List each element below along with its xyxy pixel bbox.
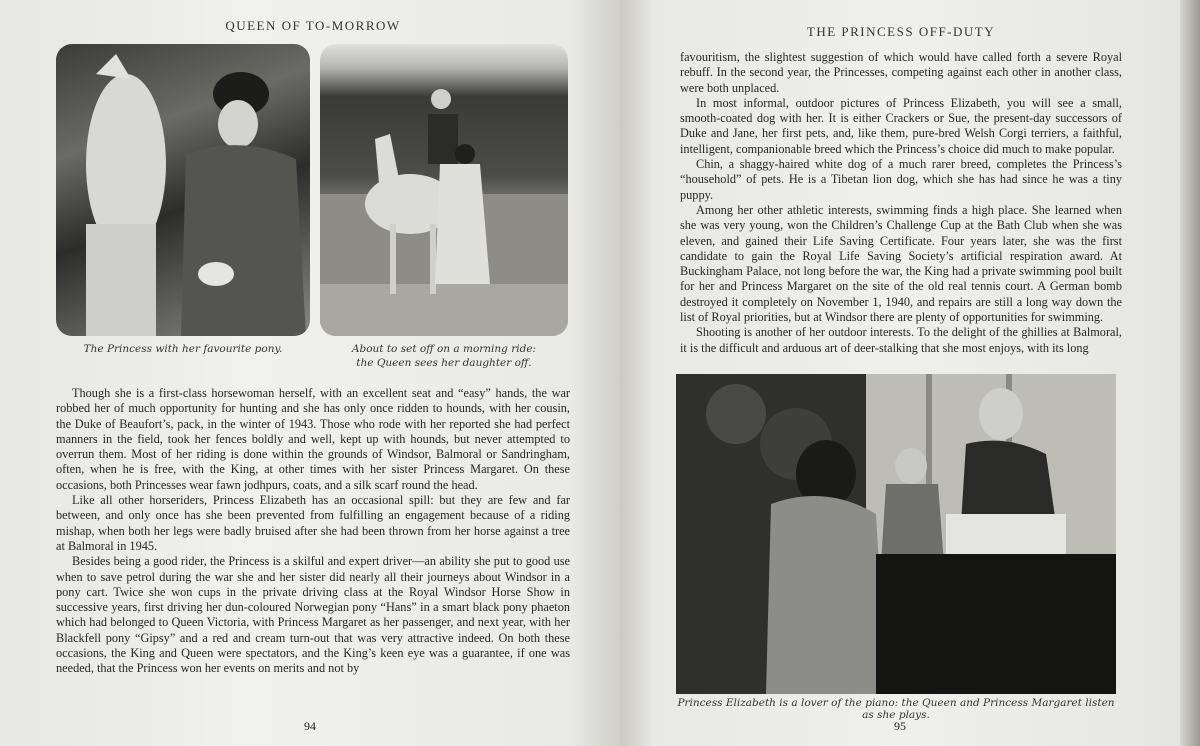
ride-photo-illustration <box>320 44 568 336</box>
paragraph: favouritism, the slightest suggestion of which would have called forth a severe Royal rebuff. In the second year, the Princesses, competing against each other in another class, were both unplaced. <box>680 50 1122 95</box>
photo-row <box>56 44 570 336</box>
page-edge <box>1180 0 1200 746</box>
piano-photo-illustration <box>676 374 1116 694</box>
paragraph: Like all other horseriders, Princess Elizabeth has an occasional spill: but they are few and far between, and only once has she been prevented from fulfilling an engagement because of a riding mishap, when both her legs were badly bruised after she had been thrown from her horse against a tree at Balmoral in 1945. <box>56 493 570 553</box>
photo-princess-with-pony <box>56 44 310 336</box>
pony-photo-illustration <box>56 44 310 336</box>
caption-morning-ride-line2: the Queen sees her daughter off. <box>356 357 532 369</box>
running-head-right: THE PRINCESS OFF-DUTY <box>806 24 996 39</box>
paragraph: In most informal, outdoor pictures of Princess Elizabeth, you will see a small, smooth-coated dog with her. It is either Crackers or Sue, the present-day successors of Duke and Jane, her first pets, and, like them, pure-bred Welsh Corgi terriers, a faithful, intelligent, companionable breed which the Princess’s choice did much to make popular. <box>680 95 1122 156</box>
page-number-left: 94 <box>304 719 316 733</box>
right-page <box>620 0 1180 746</box>
photo-morning-ride <box>320 44 568 336</box>
caption-morning-ride-line1: About to set off on a morning ride: <box>351 343 537 355</box>
paragraph: Chin, a shaggy-haired white dog of a much rarer breed, completes the Princess’s “household” of pets. He is a Tibetan lion dog, which she has had since he was a tiny puppy. <box>680 157 1122 202</box>
caption-piano: Princess Elizabeth is a lover of the piano: the Queen and Princess Margaret listen as she plays. <box>677 697 1115 721</box>
caption-pony: The Princess with her favourite pony. <box>83 343 283 355</box>
page-number-right: 95 <box>894 719 906 733</box>
photo-princess-at-piano <box>676 374 1116 694</box>
left-body-text <box>56 386 570 677</box>
running-head-left: QUEEN OF TO-MORROW <box>225 18 401 33</box>
paragraph: Among her other athletic interests, swimming finds a high place. She learned when she was very young, won the Children’s Challenge Cup at the Bath Club when she was eleven, and gained their Life Saving Certificate. Four years later, she was the first candidate to gain the Royal Life Saving Society’s artificial respiration award. At Buckingham Palace, not long before the war, the King had a private swimming pool built for her and Princess Margaret on the site of the old real tennis court. A German bomb destroyed it completely on November 1, 1940, and repairs are still a long way down the list of Royal priorities, but at Windsor there are plenty of opportunities for swimming. <box>680 202 1122 325</box>
paragraph: Though she is a first-class horsewoman herself, with an excellent seat and “easy” hands, the war robbed her of much opportunity for hunting and she has only once ridden to hounds, with her cousin, the Duke of Beaufort’s, pack, in the winter of 1943. Those who rode with her reported she had perfect manners in the field, took her fences boldly and well, kept up with hounds, but never attempted to overrun them. Most of her riding is done within the grounds of Windsor, Balmoral or Sandringham, often, when he is free, with the King, at other times with her sister Princess Margaret. On these occasions, both Princesses wear fawn jodhpurs, coats, and a silk scarf round the head. <box>56 386 570 492</box>
caption-morning-ride <box>320 342 568 370</box>
photo-captions <box>56 342 570 370</box>
right-body-text <box>680 50 1122 356</box>
paragraph: Shooting is another of her outdoor interests. To the delight of the ghillies at Balmoral, it is the difficult and arduous art of deer-stalking that she most enjoys, with its long <box>680 325 1122 355</box>
paragraph: Besides being a good rider, the Princess is a skilful and expert driver—an ability she put to good use when to save petrol during the war she and her sister did nearly all their journeys about Windsor in a pony cart. Twice she won cups in the private driving class at the Royal Windsor Horse Show in successive years, first driving her dun-coloured Norwegian pony “Hans” in a smart black pony phaeton which had belonged to Queen Victoria, with Princess Margaret as her passenger, and next year, with her Blackfell pony “Gipsy” and a red and cream turn-out that was very attractive indeed. On both these occasions, the King and Queen were spectators, and the King’s keen eye was a guarantee, if one was needed, that the Princess won her events on merits and not by <box>56 554 570 676</box>
